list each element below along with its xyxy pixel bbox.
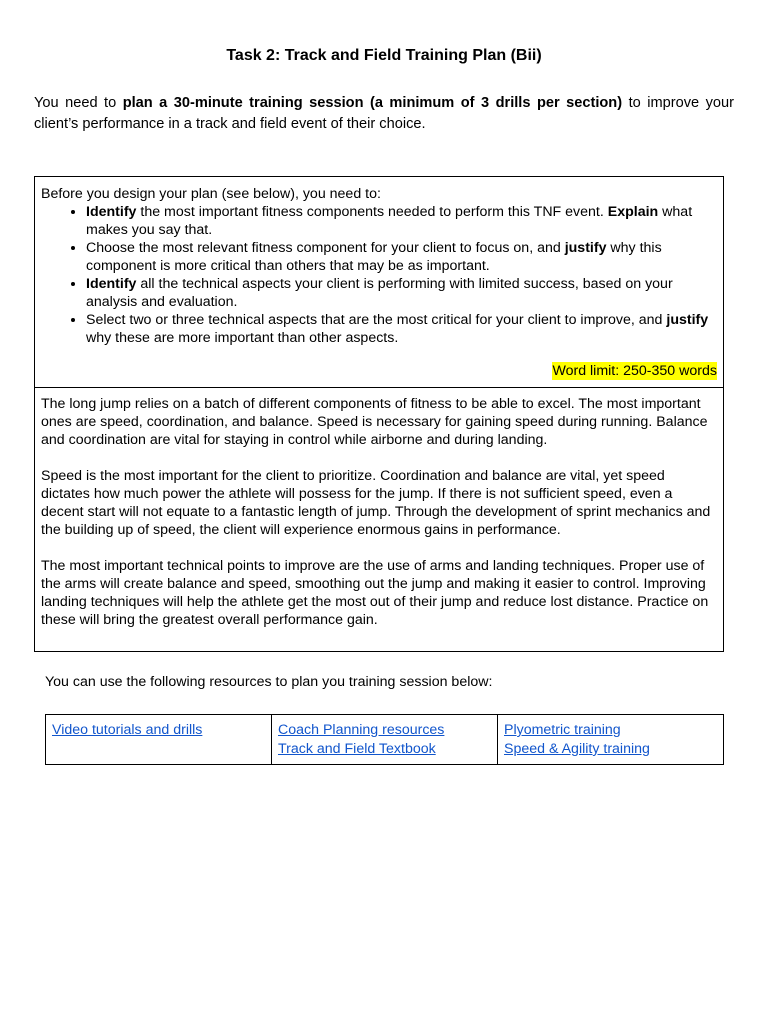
bullet-text: all the technical aspects your client is performing with limited success, based on your analysis and evaluation.	[86, 276, 673, 310]
word-limit-highlight: Word limit: 250-350 words	[552, 363, 717, 379]
bullet-text: Select two or three technical aspects that are the most critical for your client to improve, and	[86, 312, 667, 328]
bullet-text: Choose the most relevant fitness component for your client to focus on, and	[86, 240, 565, 256]
bold-text: Identify	[86, 276, 137, 292]
intro-text-end: to improve your client’s performance in a track and field event of their choice.	[34, 95, 734, 132]
instruction-bullet	[86, 275, 717, 311]
link-coach-planning[interactable]: Coach Planning resources	[278, 722, 445, 738]
instruction-bullet	[86, 239, 717, 275]
bullet-text: why this component is more critical than others that may be as important.	[86, 240, 662, 274]
intro-bold-text: plan a 30-minute training session (a minimum of 3 drills per section)	[122, 95, 623, 111]
resources-cell	[46, 715, 272, 765]
link-video-tutorials[interactable]: Video tutorials and drills	[52, 722, 203, 738]
instructions-list	[41, 203, 717, 347]
bold-text: Identify	[86, 204, 137, 220]
answer-paragraph: Speed is the most important for the client to prioritize. Coordination and balance are vital, yet speed dictates how much power the athlete will possess for the jump. If there is not sufficient speed, even a decent start will not equate to a fantastic length of jump. Through the development of sprint mechanics and the building up of speed, the client will experience enormous gains in performance.	[41, 468, 711, 538]
instructions-cell	[35, 177, 723, 388]
instructions-lead: Before you design your plan (see below), you need to:	[41, 186, 381, 202]
bold-text: justify	[564, 240, 607, 256]
bold-text: justify	[666, 312, 709, 328]
link-plyometric[interactable]: Plyometric training	[504, 722, 621, 738]
answer-paragraph: The most important technical points to improve are the use of arms and landing techniques. Proper use of the arms will create balance and speed, smoothing out the jump and making it easier to control. Improving landing techniques will help the athlete get the most out of their jump and reduce lost distance. Practice on these will bring the greatest overall performance gain.	[41, 558, 709, 628]
link-speed-agility[interactable]: Speed & Agility training	[504, 741, 650, 757]
bullet-text: what makes you say that.	[86, 204, 693, 238]
resources-cell	[272, 715, 498, 765]
task-box	[34, 176, 724, 652]
answer-paragraph: The long jump relies on a batch of different components of fitness to be able to excel. The most important ones are speed, coordination, and balance. Speed is necessary for gaining speed during running. Balance and coordination are vital for staying in control while airborne and during landing.	[41, 396, 708, 448]
page-title: Task 2: Track and Field Training Plan (Bii)	[226, 47, 542, 64]
bold-text: Explain	[607, 204, 659, 220]
intro-text-start: You need to	[34, 95, 123, 111]
resources-table	[45, 714, 724, 765]
resources-text: You can use the following resources to plan you training session below:	[45, 674, 493, 690]
bullet-text: the most important fitness components needed to perform this TNF event.	[136, 204, 608, 220]
bullet-text: why these are more important than other aspects.	[86, 330, 399, 346]
instruction-bullet	[86, 203, 717, 239]
instruction-bullet	[86, 311, 717, 347]
answer-cell[interactable]	[35, 388, 723, 651]
resources-cell	[498, 715, 724, 765]
intro-paragraph	[34, 93, 734, 135]
resources-row	[46, 715, 724, 765]
link-textbook[interactable]: Track and Field Textbook	[278, 741, 436, 757]
